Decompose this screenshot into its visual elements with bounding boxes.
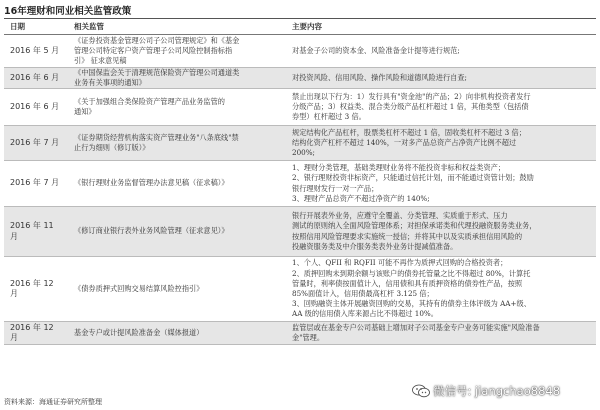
row-date: 2016 年 11 月 [10,221,54,241]
policy-line: 《证券期货经营机构落实资产管理业务"八条底线"禁 [74,132,239,142]
wechat-watermark [412,383,560,399]
wechat-icon [412,384,430,398]
content-line: 券型）杠杆超过 3 倍。 [292,112,366,122]
content-line: 分级产品；3）权益类、混合类分级产品杠杆超过 1 倍，其他类型（包括债 [292,101,529,111]
content-line: 金"管理。 [292,333,325,342]
table-row [4,68,596,89]
row-date: 2016 年 6 月 [10,101,60,111]
policy-line: 《中国保监会关于清理规范保险资产管理公司通道类 [74,67,240,77]
content-line: 结构化资产杠杆不超过 140%，一对多产品总资产占净资产比例不超过 [292,137,517,147]
table-row [4,126,596,161]
row-policy [64,226,290,236]
row-date: 2016 年 6 月 [10,72,60,82]
content-line: 银行开展表外业务，应遵守全覆盖、分类管理、实质重于形式、压力 [292,211,508,221]
row-date: 2016 年 12 月 [10,278,54,298]
content-line: 对基金子公司的资本金、风险准备金计提等进行规范; [292,45,460,55]
policy-line: 《证券投资基金管理公司子公司管理规定》和《基金 [74,35,240,45]
table-row [4,257,596,322]
policy-line: 通知》 [74,107,96,116]
content-line: 3、理财产品总资产不超过净资产的 140%; [292,193,430,203]
content-line: AA 级的信用债入库来源占比不得超过 10%。 [292,309,438,319]
content-line: 2、银行理财投资非标资产，只能通过信托计划，而不能通过资管计划；鼓励 [292,173,534,183]
row-content [290,128,596,159]
policy-line: 止行为细则（修订版）》 [74,143,150,152]
row-policy [64,133,290,153]
header-date: 日期 [10,22,25,31]
watermark-text: 微信号: jiangchao8848 [433,384,561,398]
row-content [290,163,596,204]
source-note: 资料来源：海通证券研究所整理 [4,398,102,406]
content-line: 按照信用风险管理要求实施统一授信；并将其中以及实质承担信用风险的 [292,231,523,241]
content-line: 投融资服务类及中介服务类表外业务计提减值准备。 [292,241,458,251]
policy-line: 管理公司特定客户资产管理子公司风险控制指标指 [74,45,233,55]
policy-line: 《修订商业银行表外业务风险管理（征求意见）》 [74,226,229,236]
policy-line: 《债券质押式回购交易结算风险控指引》 [74,283,204,293]
row-content [290,73,596,83]
table-header [4,19,596,35]
row-policy [64,284,290,294]
content-line: 管量时，利率债按面值计入，信用债和具有质押资格的债券性产品，按照 [292,278,523,288]
row-date: 2016 年 7 月 [10,137,60,147]
content-line: 禁止出现以下行为：1）发行具有"资金池"的产品；2）向非机构投资者发行 [292,91,531,101]
table-title: 16年理财和同业相关监管政策 [4,6,132,17]
content-line: 2、质押回购未到期余额与该账户的债券托管量之比不得超过 80%，计算托 [292,268,531,278]
row-date: 2016 年 7 月 [10,178,60,188]
table-row [4,35,596,68]
row-content [290,211,596,252]
row-content [290,92,596,123]
table-row [4,161,596,207]
row-content [290,323,596,343]
content-line: 银行理财发行一对一产品； [292,183,379,193]
policy-line: 基金专户或计提风险准备金（媒体报道） [74,327,204,337]
header-content: 主要内容 [292,22,322,31]
content-line: 规定结构化产品杠杆，股票类杠杆不超过 1 倍，固收类杠杆不超过 3 倍； [292,127,526,137]
content-line: 200%; [292,148,315,158]
policy-line: 《银行理财业务监督管理办法意见稿（征求稿）》 [74,178,229,188]
policy-line: 《关于加强组合类保险资产管理产品业务监管的 [74,96,225,106]
row-policy [64,328,290,338]
policy-line: 引》 征求意见稿 [74,56,127,66]
table-row [4,89,596,126]
content-line: 测试的原则纳入全面风险管理体系；对担保承诺类和代理投融资服务类业务， [292,221,537,231]
row-policy [64,36,290,67]
table-row [4,322,596,345]
row-policy [64,97,290,117]
row-policy [64,178,290,188]
content-line: 1、理财分类管理，基础类理财业务将不能投资非标和权益类资产； [292,163,506,173]
table-body [4,35,596,345]
policy-table [4,18,596,345]
row-date: 2016 年 5 月 [10,45,60,55]
row-content [290,258,596,319]
content-line: 1、个人、QFII 和 RQFII 可能不再作为质押式回购的合格投资者； [292,258,508,268]
content-line: 监管层或在基金专户公司基础上增加对子公司基金专户业务可能实施"风险准备 [292,322,540,332]
row-content [290,46,596,56]
row-date: 2016 年 12 月 [10,322,54,342]
table-row [4,207,596,257]
content-line: 3、回购融资主体开展融资回购的交易，其持有的债券主体评级为 AA+级、 [292,299,531,309]
row-policy [64,68,290,88]
content-line: 85%面值计入，信用债最高杠杆 3.125 倍； [292,289,434,298]
content-line: 对投资风险、信用风险、操作风险和道德风险进行自查; [292,72,467,82]
policy-line: 业务有关事项的通知》 [74,78,146,87]
header-policy: 相关监管 [74,22,104,31]
